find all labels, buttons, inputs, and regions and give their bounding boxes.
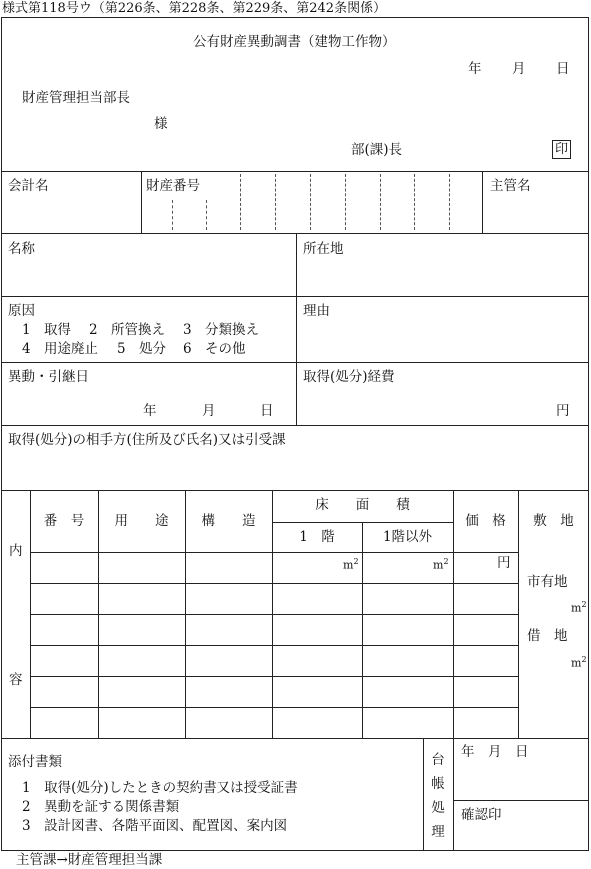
digit-separator xyxy=(206,200,207,230)
site-city-owned: 市有地 xyxy=(527,574,568,590)
divider xyxy=(1,296,589,297)
unit-superscript: 2 xyxy=(443,557,449,566)
ledger-char: 台 xyxy=(431,752,445,768)
cause-option-6-num: 6 xyxy=(183,341,192,357)
col-header-floor-area: 床 面 積 xyxy=(315,497,410,513)
cause-option-other: その他 xyxy=(205,341,246,357)
digit-separator xyxy=(310,174,311,230)
unit-superscript: 2 xyxy=(581,655,587,664)
supervising-section-label: 主管名 xyxy=(490,178,531,194)
divider xyxy=(1,425,589,426)
unit-yen-price: 円 xyxy=(497,555,511,571)
divider xyxy=(1,171,589,172)
divider xyxy=(453,738,454,851)
divider xyxy=(296,233,297,425)
divider xyxy=(30,583,518,584)
seal-box: 印 xyxy=(552,140,571,159)
account-name-label: 会計名 xyxy=(8,178,49,194)
department-head-label: 部(課)長 xyxy=(351,142,403,158)
col-header-structure: 構 造 xyxy=(201,513,256,529)
divider xyxy=(362,522,363,738)
ledger-label xyxy=(430,748,446,844)
location-label: 所在地 xyxy=(303,241,344,257)
counterparty-label: 取得(処分)の相手方(住所及び氏名)又は引受課 xyxy=(8,432,286,448)
site-leased: 借 地 xyxy=(527,628,568,644)
ledger-char: 処 xyxy=(431,800,445,816)
ledger-confirm-seal: 確認印 xyxy=(461,807,502,823)
cause-option-reclassify: 分類換え xyxy=(205,322,259,338)
cause-option-abolish: 用途廃止 xyxy=(44,341,98,357)
ledger-char: 帳 xyxy=(431,776,445,792)
col-header-site: 敷 地 xyxy=(533,513,574,529)
unit-superscript: 2 xyxy=(581,600,587,609)
divider xyxy=(30,614,518,615)
cause-option-acquire: 取得 xyxy=(44,322,71,338)
cause-label: 原因 xyxy=(8,303,35,319)
date-day: 日 xyxy=(556,61,570,77)
routing-note: 主管課→財産管理担当課 xyxy=(16,852,163,868)
unit-label: m xyxy=(343,558,354,572)
attachment-item-3: 3 設計図書、各階平面図、配置図、案内図 xyxy=(22,818,288,834)
digit-separator xyxy=(275,174,276,230)
unit-m2-leased xyxy=(571,656,587,669)
property-number-label: 財産番号 xyxy=(146,178,200,194)
date-year: 年 xyxy=(468,61,482,77)
addressee: 財産管理担当部長 xyxy=(22,90,130,106)
digit-separator xyxy=(414,174,415,230)
col-header-price: 価 格 xyxy=(465,513,506,529)
unit-m2-floor-other xyxy=(433,558,449,571)
cause-option-transfer: 所管換え xyxy=(111,322,165,338)
transfer-day: 日 xyxy=(260,403,274,419)
divider xyxy=(30,676,518,677)
divider xyxy=(1,362,589,363)
divider xyxy=(272,522,453,523)
unit-superscript: 2 xyxy=(353,557,359,566)
unit-m2-city-owned xyxy=(571,601,587,614)
cause-option-2-num: 2 xyxy=(89,322,98,338)
divider xyxy=(453,800,589,801)
contents-side-label-bottom: 容 xyxy=(9,672,23,688)
attachment-item-2: 2 異動を証する関係書類 xyxy=(22,799,180,815)
divider xyxy=(482,171,483,233)
name-label: 名称 xyxy=(8,241,35,257)
cause-option-3-num: 3 xyxy=(183,322,192,338)
cause-option-4-num: 4 xyxy=(22,341,31,357)
unit-m2-floor1 xyxy=(343,558,359,571)
digit-separator xyxy=(345,174,346,230)
col-header-floor1: 1 階 xyxy=(299,529,335,545)
divider xyxy=(1,233,589,234)
col-header-floor-other: 1階以外 xyxy=(382,529,433,545)
digit-separator xyxy=(380,174,381,230)
contents-side-label-top: 内 xyxy=(9,543,23,559)
transfer-date-label: 異動・引継日 xyxy=(8,369,89,385)
transfer-year: 年 xyxy=(143,403,157,419)
ledger-date: 年 月 日 xyxy=(461,744,529,760)
attachment-item-1: 1 取得(処分)したときの契約書又は授受証書 xyxy=(22,780,298,796)
cause-option-1-num: 1 xyxy=(22,322,31,338)
ledger-char: 理 xyxy=(431,824,445,840)
unit-label: m xyxy=(571,601,582,615)
col-header-number: 番 号 xyxy=(43,513,85,529)
unit-label: m xyxy=(571,656,582,670)
transfer-month: 月 xyxy=(202,403,216,419)
divider xyxy=(1,738,589,739)
cost-label: 取得(処分)経費 xyxy=(303,369,395,385)
cause-option-5-num: 5 xyxy=(117,341,126,357)
form-title: 公有財産異動調書（建物工作物） xyxy=(193,34,396,50)
col-header-use: 用 途 xyxy=(114,513,169,529)
digit-separator xyxy=(172,200,173,230)
divider xyxy=(141,171,142,233)
unit-label: m xyxy=(433,558,444,572)
divider xyxy=(30,645,518,646)
date-month: 月 xyxy=(512,61,526,77)
reason-label: 理由 xyxy=(303,303,330,319)
honorific: 様 xyxy=(154,116,168,132)
cause-option-dispose: 処分 xyxy=(139,341,166,357)
cost-yen-unit: 円 xyxy=(556,403,570,419)
divider xyxy=(423,738,424,851)
form-number: 様式第118号ウ（第226条、第228条、第229条、第242条関係） xyxy=(2,1,387,16)
attachments-label: 添付書類 xyxy=(8,754,62,770)
divider xyxy=(30,707,518,708)
digit-separator xyxy=(449,174,450,230)
digit-separator xyxy=(240,174,241,230)
divider xyxy=(1,490,589,491)
divider xyxy=(30,552,518,553)
